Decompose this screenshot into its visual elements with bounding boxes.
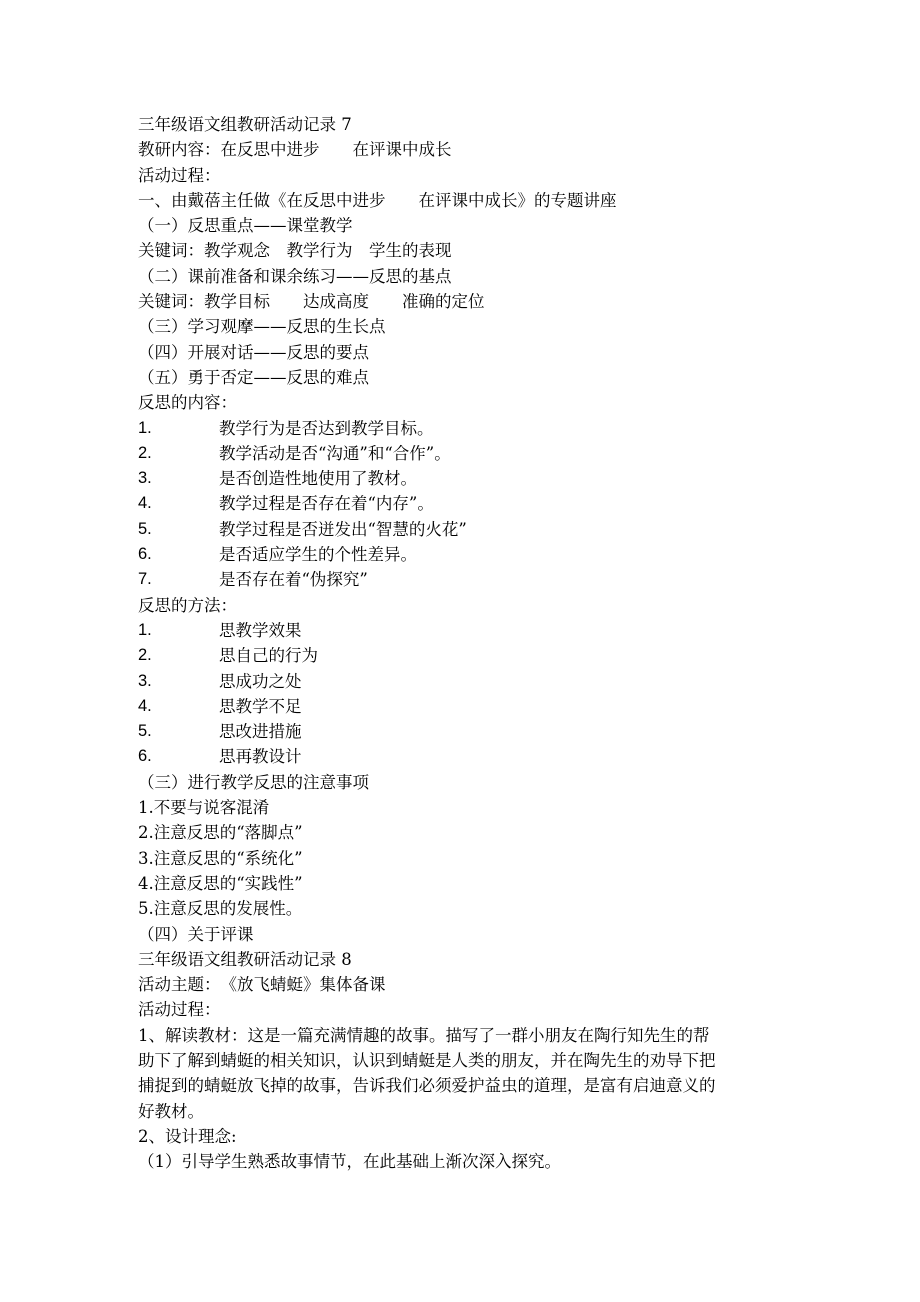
list-item <box>138 618 788 643</box>
method-label: 反思的方法： <box>138 595 237 615</box>
list-item <box>138 542 788 567</box>
list-text: 教学活动是否“沟通”和“合作”。 <box>219 443 451 463</box>
section-4: （四）开展对话——反思的要点 <box>138 342 369 362</box>
list-item <box>138 643 788 668</box>
section-3: （三）学习观摩——反思的生长点 <box>138 317 386 337</box>
list-text: 思再教设计 <box>219 747 302 767</box>
record8-title: 三年级语文组教研活动记录 8 <box>138 949 352 969</box>
process-label-2: 活动过程： <box>138 1000 221 1020</box>
list-item <box>138 744 788 769</box>
list-item <box>138 719 788 744</box>
list-text: 是否适应学生的个性差异。 <box>219 545 417 565</box>
list-text: 教学过程是否迸发出“智慧的火花” <box>219 519 467 539</box>
list-number: 6. <box>138 747 152 766</box>
eval-title: （四）关于评课 <box>138 924 254 944</box>
paragraph-line: 好教材。 <box>138 1101 204 1121</box>
list-item <box>138 669 788 694</box>
list-number: 3. <box>138 469 152 488</box>
list-number: 2. <box>138 646 152 665</box>
keywords-2: 关键词：教学目标 达成高度 准确的定位 <box>138 292 485 312</box>
record7-title: 三年级语文组教研活动记录 7 <box>138 115 352 134</box>
note-item: 3.注意反思的“系统化” <box>138 848 303 868</box>
list-item <box>138 466 788 491</box>
list-text: 思自己的行为 <box>219 646 318 666</box>
lecture-heading: 一、由戴蓓主任做《在反思中进步 在评课中成长》的专题讲座 <box>138 190 617 210</box>
list-item <box>138 517 788 542</box>
list-number: 1. <box>138 620 152 639</box>
textbook-paragraph <box>138 1023 788 1124</box>
paragraph-line: 助下了解到蜻蜓的相关知识，认识到蜻蜓是人类的朋友，并在陶先生的劝导下把 <box>138 1050 716 1070</box>
keywords-1: 关键词：教学观念 教学行为 学生的表现 <box>138 241 452 261</box>
research-content: 教研内容：在反思中进步 在评课中成长 <box>138 140 452 160</box>
list-text: 教学行为是否达到教学目标。 <box>219 418 434 438</box>
list-number: 4. <box>138 494 152 513</box>
list-number: 6. <box>138 545 152 564</box>
list-number: 3. <box>138 671 152 690</box>
list-item <box>138 567 788 592</box>
note-item: 2.注意反思的“落脚点” <box>138 823 303 843</box>
list-number: 5. <box>138 519 152 538</box>
activity-theme: 活动主题： 《放飞蜻蜓》集体备课 <box>138 975 386 995</box>
list-number: 7. <box>138 570 152 589</box>
list-number: 1. <box>138 418 152 437</box>
list-text: 教学过程是否存在着“内存”。 <box>219 494 434 514</box>
list-text: 思教学效果 <box>219 620 302 640</box>
section-5: （五）勇于否定——反思的难点 <box>138 367 369 387</box>
list-number: 5. <box>138 722 152 741</box>
process-label: 活动过程： <box>138 165 221 185</box>
list-item <box>138 491 788 516</box>
list-text: 思成功之处 <box>219 671 302 691</box>
paragraph-line: 1、解读教材：这是一篇充满情趣的故事。描写了一群小朋友在陶行知先生的帮 <box>138 1025 710 1045</box>
section-1: （一）反思重点——课堂教学 <box>138 216 353 236</box>
list-text: 思教学不足 <box>219 696 302 716</box>
list-number: 4. <box>138 696 152 715</box>
paragraph-line: 捕捉到的蜻蜓放飞掉的故事，告诉我们必须爱护益虫的道理，是富有启迪意义的 <box>138 1076 716 1096</box>
list-item <box>138 694 788 719</box>
note-item: 1.不要与说客混淆 <box>138 798 270 818</box>
list-text: 是否存在着“伪探究” <box>219 570 368 590</box>
design-concept: 2、设计理念: <box>138 1126 237 1146</box>
content-label: 反思的内容： <box>138 393 237 413</box>
note-item: 5.注意反思的发展性。 <box>138 899 303 919</box>
list-text: 是否创造性地使用了教材。 <box>219 469 417 489</box>
list-item <box>138 416 788 441</box>
design-point-1: （1）引导学生熟悉故事情节，在此基础上渐次深入探究。 <box>138 1152 561 1172</box>
note-item: 4.注意反思的“实践性” <box>138 873 303 893</box>
section-2: （二）课前准备和课余练习——反思的基点 <box>138 266 452 286</box>
list-text: 思改进措施 <box>219 722 302 742</box>
list-item <box>138 441 788 466</box>
notes-title: （三）进行教学反思的注意事项 <box>138 772 369 792</box>
list-number: 2. <box>138 443 152 462</box>
document-page <box>138 112 788 1174</box>
